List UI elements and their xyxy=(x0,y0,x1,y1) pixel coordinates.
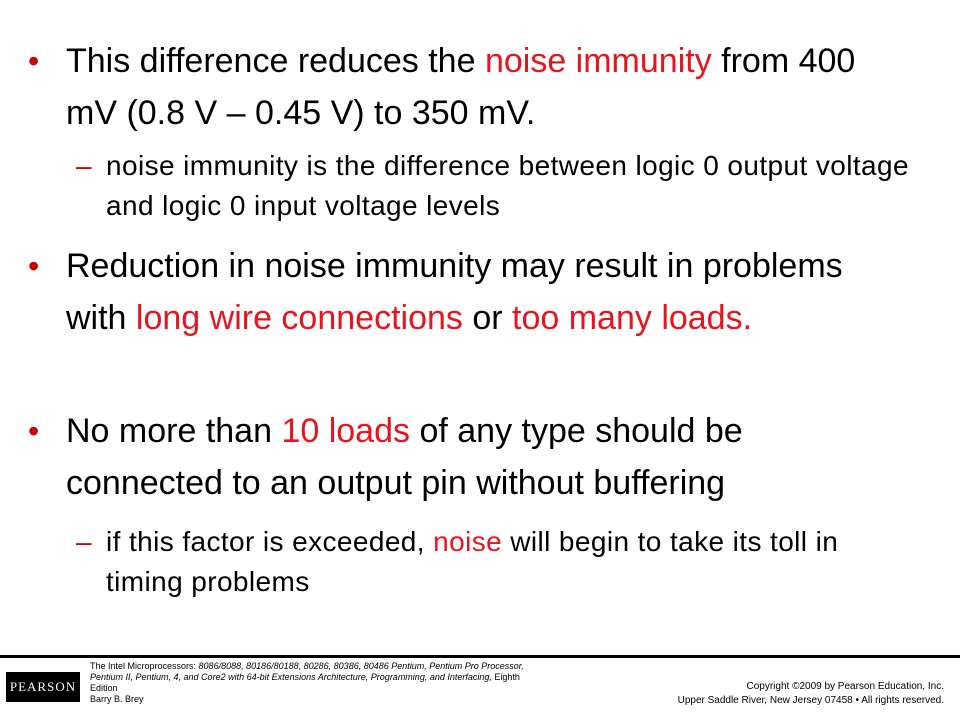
book-citation xyxy=(90,661,530,705)
bullet-glyph: • xyxy=(28,413,40,449)
bullet-noise-immunity-reduction xyxy=(28,35,908,139)
bullet-text: No more than 10 loads of any type should be connected to an output pin without buffering xyxy=(66,412,743,502)
bullet-glyph: • xyxy=(28,43,40,79)
book-models: 8086/8088, 80186/80188, 80286, 80386, 80486 Pentium, Pentium Pro Processor, Pentium II, Pentium, 4, and Core2 with 64-bit Extensions Architecture, Programming, and Interfacing, xyxy=(90,661,524,682)
bullet-glyph: • xyxy=(28,248,40,284)
sub-bullet-text: if this factor is exceeded, noise will begin to take its toll in timing problems xyxy=(106,526,839,597)
bullet-problems xyxy=(28,240,908,344)
sub-bullet-glyph: – xyxy=(76,526,92,557)
footer-divider xyxy=(0,655,960,658)
logo-text: PEARSON xyxy=(9,679,77,694)
sub-bullet-text: noise immunity is the difference between logic 0 output voltage and logic 0 input voltage levels xyxy=(106,150,909,221)
sub-bullet-definition xyxy=(76,146,916,226)
highlight-noise: noise xyxy=(433,526,503,557)
bullet-text: Reduction in noise immunity may result in problems with long wire connections or too many loads. xyxy=(66,247,843,337)
copyright-line-1: Copyright ©2009 by Pearson Education, Inc. xyxy=(746,681,944,692)
highlight-too-many-loads: too many loads. xyxy=(512,299,753,337)
highlight-noise-immunity: noise immunity xyxy=(484,42,712,80)
bullet-text: This difference reduces the noise immunity from 400 mV (0.8 V – 0.45 V) to 350 mV. xyxy=(66,42,856,132)
copyright-line-2: Upper Saddle River, New Jersey 07458 • All rights reserved. xyxy=(677,695,944,706)
sub-bullet-exceeded xyxy=(76,522,916,602)
book-edition: Eighth Edition xyxy=(90,672,520,693)
book-title: The Intel Microprocessors: xyxy=(90,661,197,671)
bullet-load-limit xyxy=(28,405,908,509)
pearson-logo xyxy=(6,672,80,702)
copyright-notice xyxy=(678,680,944,708)
book-author: Barry B. Brey xyxy=(90,694,144,704)
highlight-long-wire: long wire connections xyxy=(135,299,463,337)
highlight-10-loads: 10 loads xyxy=(281,412,410,450)
sub-bullet-glyph: – xyxy=(76,150,92,181)
